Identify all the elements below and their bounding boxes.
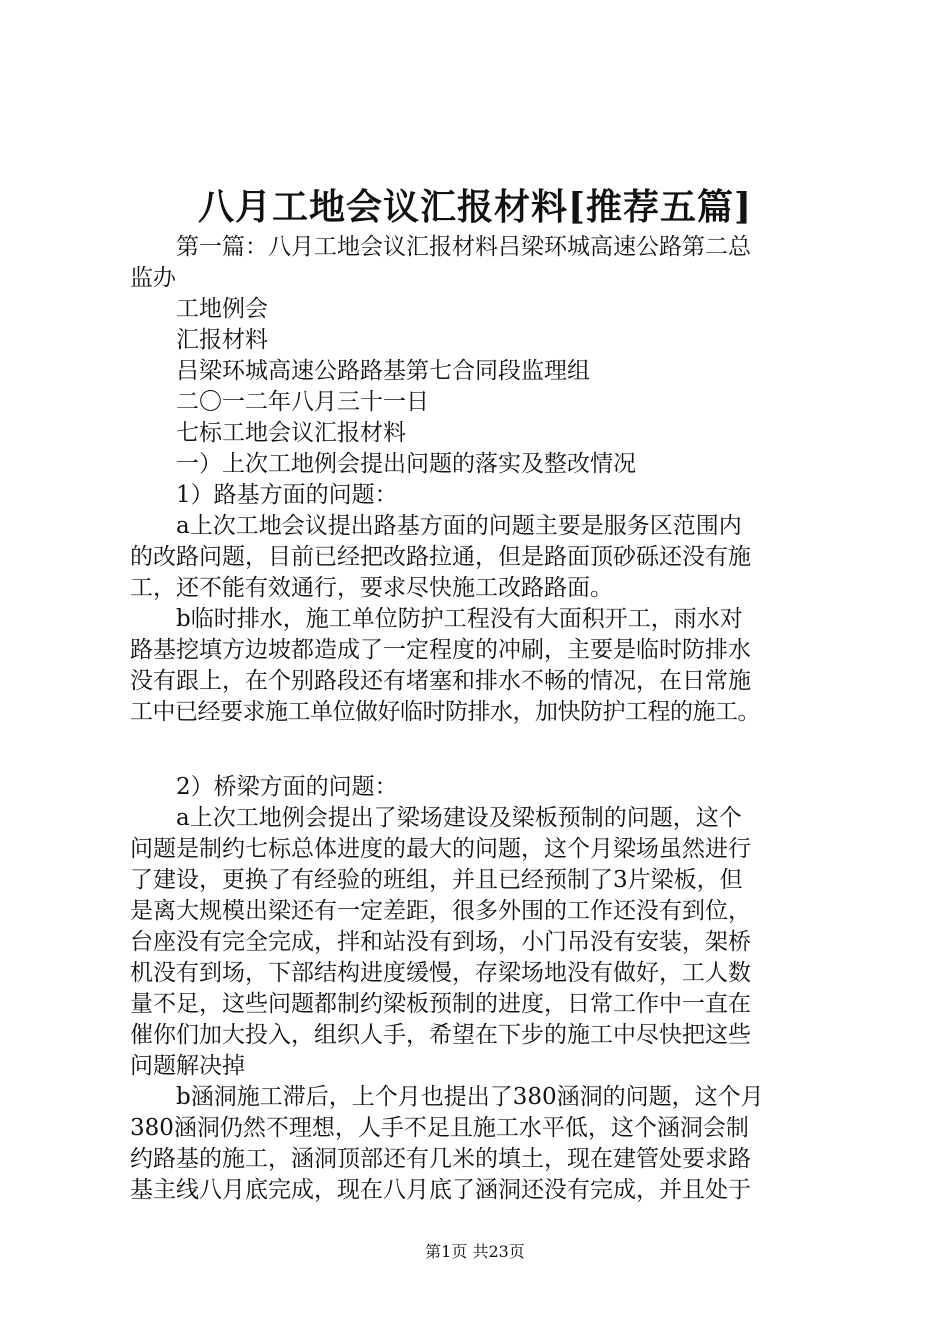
paragraph-line: 催你们加大投入，组织人手，希望在下步的施工中尽快把这些 — [130, 1022, 751, 1048]
paragraph-line: 路基挖填方边坡都造成了一定程度的冲刷，主要是临时防排水 — [130, 637, 751, 663]
paragraph-line: 问题解决掉 — [130, 1053, 245, 1079]
subsection-heading: 2）桥梁方面的问题： — [176, 774, 398, 800]
paragraph-line: 了建设，更换了有经验的班组，并且已经预制了3片梁板，但 — [130, 867, 743, 893]
paragraph-line: 监办 — [130, 265, 176, 291]
paragraph-line: 工地例会 — [176, 296, 268, 322]
paragraph-line: 工，还不能有效通行，要求尽快施工改路路面。 — [130, 575, 613, 601]
document-title: 八月工地会议汇报材料[推荐五篇] — [197, 186, 753, 228]
paragraph-line: 第一篇：八月工地会议汇报材料吕梁环城高速公路第二总 — [176, 234, 751, 260]
paragraph-line: 二〇一二年八月三十一日 — [176, 389, 429, 415]
paragraph-line: 是离大规模出梁还有一定差距，很多外围的工作还没有到位， — [130, 898, 751, 924]
document-body — [130, 232, 834, 1206]
paragraph-line: 工中已经要求施工单位做好临时防排水，加快防护工程的施工。 — [130, 699, 760, 725]
paragraph-line: 基主线八月底完成，现在八月底了涵洞还没有完成，并且处于 — [130, 1177, 751, 1203]
paragraph-line: 机没有到场，下部结构进度缓慢，存梁场地没有做好，工人数 — [130, 960, 751, 986]
page-number-footer: 第1页 共23页 — [425, 1242, 525, 1261]
paragraph-line: 约路基的施工，涵洞顶部还有几米的填土，现在建管处要求路 — [130, 1146, 751, 1172]
paragraph-line: b临时排水，施工单位防护工程没有大面积开工，雨水对 — [176, 606, 743, 632]
paragraph-line: 没有跟上，在个别路段还有堵塞和排水不畅的情况，在日常施 — [130, 668, 751, 694]
section-heading: 一）上次工地例会提出问题的落实及整改情况 — [176, 451, 636, 477]
paragraph-line: b涵洞施工滞后，上个月也提出了380涵洞的问题，这个月 — [176, 1084, 764, 1110]
paragraph-line: 台座没有完全完成，拌和站没有到场，小门吊没有安装，架桥 — [130, 929, 751, 955]
paragraph-line: 吕梁环城高速公路路基第七合同段监理组 — [176, 358, 590, 384]
paragraph-line: 汇报材料 — [176, 327, 268, 353]
paragraph-line: 问题是制约七标总体进度的最大的问题，这个月梁场虽然进行 — [130, 836, 751, 862]
paragraph-line: 380涵洞仍然不理想，人手不足且施工水平低，这个涵洞会制 — [130, 1115, 749, 1141]
subsection-heading: 1）路基方面的问题： — [176, 482, 398, 508]
paragraph-spacer — [130, 728, 834, 772]
paragraph-line: a上次工地例会提出了梁场建设及梁板预制的问题，这个 — [176, 805, 742, 831]
paragraph-line: 量不足，这些问题都制约梁板预制的进度，日常工作中一直在 — [130, 991, 751, 1017]
paragraph-line: 七标工地会议汇报材料 — [176, 420, 406, 446]
paragraph-line: a上次工地会议提出路基方面的问题主要是服务区范围内 — [176, 513, 742, 539]
paragraph-line: 的改路问题，目前已经把改路拉通，但是路面顶砂砾还没有施 — [130, 544, 751, 570]
